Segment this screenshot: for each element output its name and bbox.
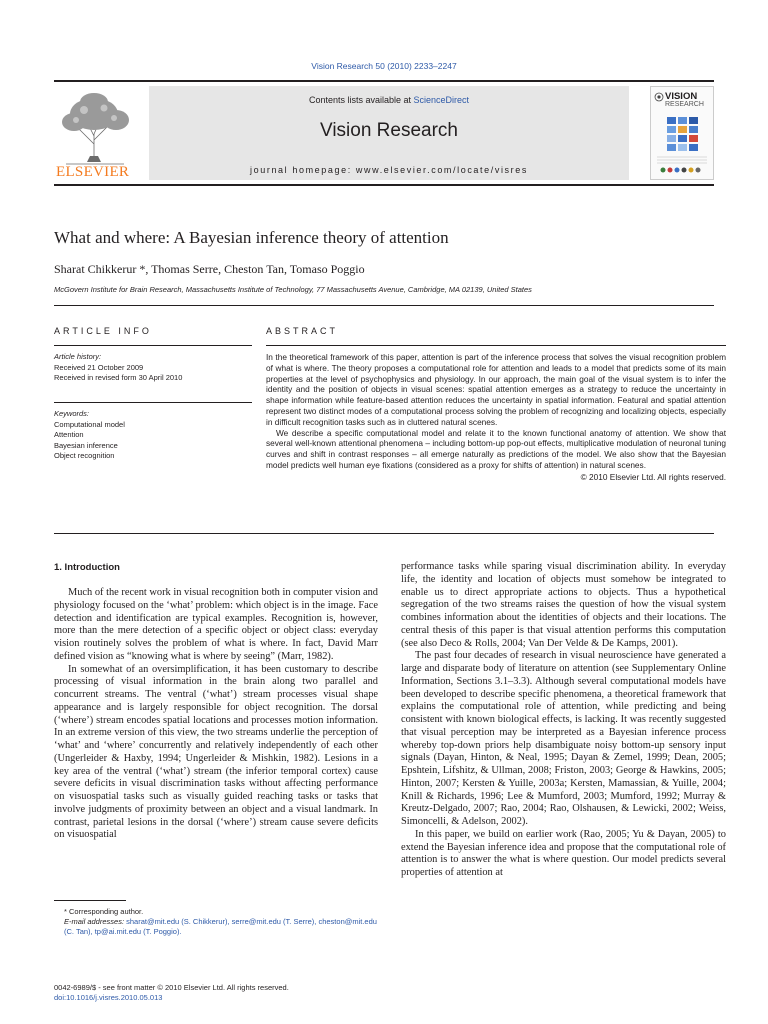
- masthead-center-panel: [149, 86, 629, 180]
- cover-artwork: [651, 113, 713, 179]
- journal-reference[interactable]: Vision Research 50 (2010) 2233–2247: [311, 61, 457, 71]
- keywords-block: [54, 409, 252, 462]
- body-column-left: [54, 587, 378, 842]
- cover-subtitle: RESEARCH: [665, 101, 704, 108]
- journal-cover-image: [650, 86, 714, 180]
- masthead: [54, 80, 714, 186]
- abstract-bottom-rule: [54, 533, 714, 534]
- contents-line: [149, 95, 629, 105]
- received-date: Received 21 October 2009: [54, 362, 144, 372]
- body-paragraph: Much of the recent work in visual recognition both in computer vision and physiology focused on the ‘what’ problem: which object is in the image. Face detection and identification are typical examples. Recognition is, however, more than the mere detection of a specific object or object class: everyday vision routinely solves the problem of what is where. In fact, David Marr defined vision as “knowing what is where by seeing” (Marr, 1982).: [54, 587, 378, 662]
- email-addresses: [54, 917, 378, 937]
- keyword-item: Attention: [54, 430, 84, 439]
- author-affiliation: McGovern Institute for Brain Research, Massachusetts Institute of Technology, 77 Massachusetts Avenue, Cambridge, MA 02139, United States: [54, 285, 532, 294]
- abstract-paragraph-1: In the theoretical framework of this paper, attention is part of the inference process that solves the visual recognition problem of what is where. The theory proposes a computational role for attention and leads to a model that predicts some of its main properties at the level of psychophysics and physiology. In our approach, the main goal of the visual system is to infer the identity and the position of objects in visual scenes: spatial attention emerges as a strategy to reduce the uncertainty in shape information while feature-based attention reduces the uncertainty in spatial information. Featural and spatial attention represent two distinct modes of a computational process solving the problem of recognizing and localizing objects, especially in difficult recognition tasks such as in cluttered natural scenes.: [266, 352, 726, 427]
- body-paragraph: performance tasks while sparing visual discrimination ability. In everyday life, the identity and location of objects must somehow be integrated to enable us to direct appropriate actions to objects. Thus a hypothetical segregation of the two streams raises the question of how the visual system combines information about the identities of objects and their locations. The central thesis of this paper is that visual attention performs this computation (see also Deco & Rolls, 2004; Van Der Velde & De Kamps, 2001).: [401, 561, 726, 649]
- journal-homepage[interactable]: journal homepage: www.elsevier.com/locate/visres: [250, 165, 528, 175]
- article-info-rule: [54, 345, 252, 346]
- doi-link[interactable]: doi:10.1016/j.visres.2010.05.013: [54, 993, 163, 1002]
- front-matter: [54, 983, 289, 1003]
- masthead-top-rule: [54, 80, 714, 82]
- body-paragraph: In this paper, we build on earlier work (Rao, 2005; Yu & Dayan, 2005) to extend the Bayesian inference idea and propose that the computational role of attention is to answer the what is where question. Our model predicts several properties of attention at: [401, 828, 726, 878]
- cover-title: VISION: [665, 91, 698, 102]
- article-history: [54, 352, 252, 384]
- email-label: E-mail addresses:: [64, 917, 127, 926]
- issn-line: 0042-6989/$ - see front matter © 2010 Elsevier Ltd. All rights reserved.: [54, 983, 289, 992]
- email-list[interactable]: sharat@mit.edu (S. Chikkerur), serre@mit.edu (T. Serre), cheston@mit.edu (C. Tan), tp@ai.mit.edu (T. Poggio).: [64, 917, 377, 936]
- masthead-bottom-rule: [54, 184, 714, 186]
- article-info-heading: ARTICLE INFO: [54, 326, 152, 336]
- author-list: Sharat Chikkerur *, Thomas Serre, Cheston Tan, Tomaso Poggio: [54, 262, 365, 276]
- paper-title: What and where: A Bayesian inference theory of attention: [54, 228, 449, 247]
- abstract-copyright: © 2010 Elsevier Ltd. All rights reserved.: [580, 471, 726, 482]
- sciencedirect-link[interactable]: ScienceDirect: [413, 95, 470, 105]
- cover-eye-icon: [654, 92, 664, 102]
- keywords-label: Keywords:: [54, 409, 90, 418]
- article-history-label: Article history:: [54, 352, 102, 361]
- body-column-right: [401, 561, 726, 880]
- revised-date: Received in revised form 30 April 2010: [54, 373, 183, 382]
- keyword-item: Bayesian inference: [54, 440, 118, 450]
- introduction-heading: 1. Introduction: [54, 562, 120, 573]
- abstract-heading: ABSTRACT: [266, 326, 339, 336]
- body-paragraph: The past four decades of research in visual neuroscience have generated a large and disparate body of literature on attention (see Supplementary Online Information, Sections 3.1–3.3). Although several computational models have been developed to describe specific phenomena, a theoretical framework that explains the computational role of attention, while predicting and being consistent with known biological effects, is lacking. It was recently suggested that visual perception may be interpreted as a Bayesian inference process whereby top-down priors help disambiguate noisy bottom-up sensory input signals (Dayan, Hinton, & Neal, 1995; Dayan & Zemel, 1999; Dean, 2005; Epshtein, Lifshitz, & Ullman, 2008; Friston, 2003; George & Hawkins, 2005; Hinton, 2007; Kersten & Yuille, 2003a; Kersten, Mamassian, & Yuille, 2004; Knill & Richards, 1996; Lee & Mumford, 2003; Mumford, 1992; Murray & Kreutz-Delgado, 2007; Rao, 2004; Rao, Olshausen, & Lewicki, 2002; Weiss, Simoncelli, & Adelson, 2002).: [401, 650, 726, 827]
- abstract-body: [266, 352, 726, 483]
- elsevier-wordmark: ELSEVIER: [56, 164, 130, 180]
- abstract-rule: [266, 345, 726, 346]
- body-paragraph: In somewhat of an oversimplification, it has been customary to describe processing of visual information in the brain along two parallel and concurrent streams. The ventral (‘what’) stream processes visual shape appearance and is largely responsible for object recognition. The dorsal (‘where’) stream encodes spatial locations and processes motion information. In an extreme version of this view, the two streams underlie the perception of ‘what’ and ‘where’ concurrently and relatively independently of each other (Ungerleider & Haxby, 1994; Ungerleider & Mishkin, 1982). Lesions in a key area of the ventral (‘what’) stream (the inferior temporal cortex) cause severe deficits in visual discrimination tasks without affecting performance on visuospatial tasks such as visually guided reaching tasks or tasks that involve judgments of proximity between an object and a visual landmark. In contrast, parietal lesions in the dorsal (‘where’) stream cause severe deficits on visuospatial: [54, 663, 378, 841]
- abstract-paragraph-2: We describe a specific computational model and relate it to the known functional anatomy of attention. We show that several well-known attentional phenomena – including bottom-up pop-out effects, multiplicative modulation of neuronal tuning curves and shift in contrast responses – all emerge naturally as predictions of the model. We also show that the Bayesian model predicts well human eye fixations (considered as a proxy for shifts of attention) in natural scenes.: [266, 427, 726, 470]
- header-divider: [54, 305, 714, 306]
- keywords-rule: [54, 402, 252, 403]
- keyword-item: Object recognition: [54, 451, 115, 460]
- keyword-item: Computational model: [54, 419, 125, 429]
- corresponding-author-note: * Corresponding author.: [64, 907, 144, 916]
- journal-title: Vision Research: [319, 120, 458, 141]
- footnote-rule: [54, 900, 126, 901]
- contents-prefix: Contents lists available at: [308, 95, 414, 105]
- footnote: [54, 907, 378, 937]
